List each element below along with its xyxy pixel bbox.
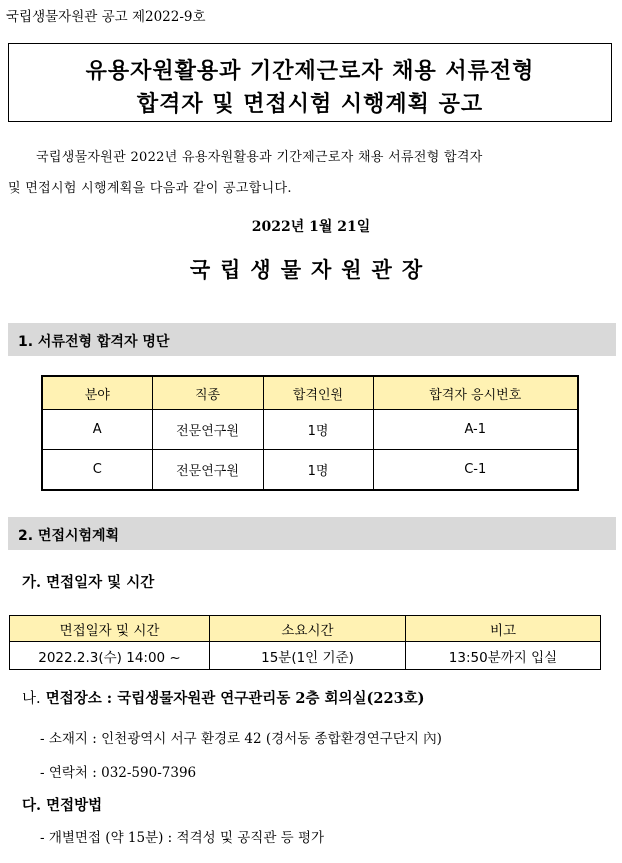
subsection-b xyxy=(22,687,425,708)
table-row xyxy=(42,410,578,450)
subsection-c-title: 다. 면접방법 xyxy=(22,797,103,814)
cell-pass-count: 1명 xyxy=(263,450,373,491)
cell-field: C xyxy=(42,450,152,491)
contact-line: - 연락처 : 032-590-7396 xyxy=(40,765,197,781)
address-line: - 소재지 : 인천광역시 서구 환경로 42 (경서동 종합환경연구단지 內) xyxy=(40,731,442,747)
announcement-date: 2022년 1월 21일 xyxy=(251,219,371,235)
table-row xyxy=(42,450,578,491)
intro-line-2: 및 면접시험 시행계획을 다음과 같이 공고합니다. xyxy=(8,181,292,196)
header-pass-count: 합격인원 xyxy=(263,376,373,410)
cell-field: A xyxy=(42,410,152,450)
header-field: 분야 xyxy=(42,376,152,410)
header-job-type: 직종 xyxy=(152,376,263,410)
cell-job-type: 전문연구원 xyxy=(152,410,263,450)
notice-number: 국립생물자원관 공고 제2022-9호 xyxy=(6,9,206,25)
header-duration: 소요시간 xyxy=(210,616,406,642)
table-row xyxy=(10,642,601,670)
subsection-b-prefix: 나. xyxy=(22,691,41,707)
section-2-title: 2. 면접시험계획 xyxy=(18,528,120,544)
interview-location: 면접장소 : 국립생물자원관 연구관리동 2층 회의실(223호) xyxy=(45,690,425,707)
cell-job-type: 전문연구원 xyxy=(152,450,263,491)
cell-interview-datetime: 2022.2.3(수) 14:00 ~ xyxy=(10,642,210,670)
header-remarks: 비고 xyxy=(406,616,601,642)
table-header-row xyxy=(42,376,578,410)
cell-pass-count: 1명 xyxy=(263,410,373,450)
cell-duration: 15분(1인 기준) xyxy=(210,642,406,670)
header-applicant-numbers: 합격자 응시번호 xyxy=(373,376,578,410)
applicants-table xyxy=(41,375,579,491)
title-line-1: 유용자원활용과 기간제근로자 채용 서류전형 xyxy=(85,59,535,84)
subsection-a-title: 가. 면접일자 및 시간 xyxy=(22,574,155,591)
interview-schedule-table xyxy=(9,615,601,670)
issuer-name: 국립생물자원관장 xyxy=(189,257,433,282)
table-header-row xyxy=(10,616,601,642)
header-interview-datetime: 면접일자 및 시간 xyxy=(10,616,210,642)
method-line: - 개별면접 (약 15분) : 적격성 및 공직관 등 평가 xyxy=(40,830,325,846)
cell-remarks: 13:50분까지 입실 xyxy=(406,642,601,670)
title-box xyxy=(8,43,612,122)
section-2-header xyxy=(8,517,616,550)
section-1-title: 1. 서류전형 합격자 명단 xyxy=(18,334,170,350)
cell-applicant-number: A-1 xyxy=(373,410,578,450)
title-line-2: 합격자 및 면접시험 시행계획 공고 xyxy=(136,92,484,117)
intro-line-1: 국립생물자원관 2022년 유용자원활용과 기간제근로자 채용 서류전형 합격자 xyxy=(36,150,483,165)
section-1-header xyxy=(8,323,616,356)
cell-applicant-number: C-1 xyxy=(373,450,578,491)
